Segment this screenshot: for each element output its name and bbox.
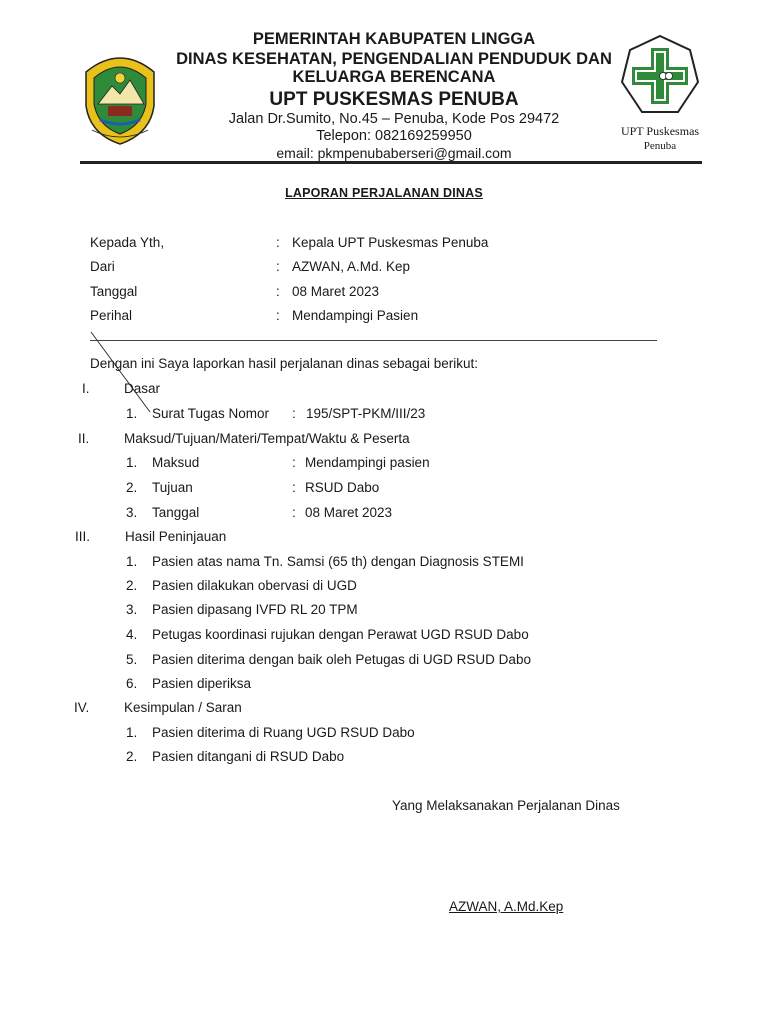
header-government: PEMERINTAH KABUPATEN LINGGA — [252, 30, 536, 48]
item-number: 3. — [126, 602, 138, 617]
header-address: Jalan Dr.Sumito, No.45 – Penuba, Kode Pos 29472 — [228, 111, 560, 127]
header-email: email: pkmpenubaberseri@gmail.com — [276, 145, 512, 161]
item-text: Pasien diterima di Ruang UGD RSUD Dabo — [152, 725, 415, 740]
header-phone: Telepon: 082169259950 — [316, 128, 472, 144]
item-label: Surat Tugas Nomor — [152, 406, 270, 421]
meta-sep: : — [276, 308, 280, 323]
item-value: 195/SPT-PKM/III/23 — [306, 406, 426, 421]
section-number: II. — [78, 431, 90, 446]
meta-sep: : — [276, 235, 280, 250]
section-title: Kesimpulan / Saran — [124, 700, 242, 715]
meta-value: Kepala UPT Puskesmas Penuba — [292, 235, 489, 250]
signature-name: AZWAN, A.Md.Kep — [449, 899, 564, 914]
item-label: Maksud — [152, 455, 200, 470]
item-text: Pasien atas nama Tn. Samsi (65 th) dengan Diagnosis STEMI — [152, 554, 524, 569]
section-number: III. — [75, 529, 91, 544]
item-number: 2. — [126, 578, 138, 593]
item-text: Pasien diperiksa — [152, 676, 252, 691]
item-text: Petugas koordinasi rujukan dengan Perawat UGD RSUD Dabo — [152, 627, 529, 642]
section-title: Hasil Peninjauan — [125, 529, 227, 544]
item-number: 1. — [126, 406, 138, 421]
item-sep: : — [292, 455, 296, 470]
item-sep: : — [292, 505, 296, 520]
item-value: Mendampingi pasien — [305, 455, 430, 470]
item-text: Pasien dipasang IVFD RL 20 TPM — [152, 602, 358, 617]
header-agency: DINAS KESEHATAN, PENGENDALIAN PENDUDUK DAN — [176, 50, 612, 68]
item-number: 1. — [126, 455, 138, 470]
item-number: 1. — [126, 725, 138, 740]
meta-label: Perihal — [90, 308, 133, 323]
item-number: 3. — [126, 505, 138, 520]
item-number: 5. — [126, 652, 138, 667]
logo-caption-1: UPT Puskesmas — [620, 124, 700, 138]
section-title: Maksud/Tujuan/Materi/Tempat/Waktu & Peserta — [124, 431, 410, 446]
item-label: Tujuan — [152, 480, 193, 495]
section-title: Dasar — [124, 381, 161, 396]
meta-label: Tanggal — [90, 284, 138, 299]
intro-text: Dengan ini Saya laporkan hasil perjalanan dinas sebagai berikut: — [90, 356, 479, 371]
meta-sep: : — [276, 284, 280, 299]
logo-caption-2: Penuba — [643, 140, 677, 152]
item-text: Pasien dilakukan obervasi di UGD — [152, 578, 357, 593]
item-sep: : — [292, 480, 296, 495]
item-number: 2. — [126, 749, 138, 764]
item-text: Pasien ditangani di RSUD Dabo — [152, 749, 345, 764]
header-agency-cont: KELUARGA BERENCANA — [292, 68, 496, 86]
item-number: 4. — [126, 627, 138, 642]
section-number: IV. — [74, 700, 90, 715]
item-label: Tanggal — [152, 505, 200, 520]
meta-value: Mendampingi Pasien — [292, 308, 419, 323]
section-number: I. — [82, 381, 90, 396]
item-number: 1. — [126, 554, 138, 569]
signature-role: Yang Melaksanakan Perjalanan Dinas — [392, 798, 620, 813]
meta-label: Dari — [90, 259, 115, 274]
header-upt: UPT PUSKESMAS PENUBA — [269, 89, 519, 110]
document-title: LAPORAN PERJALANAN DINAS — [285, 186, 483, 200]
item-number: 2. — [126, 480, 138, 495]
item-value: 08 Maret 2023 — [305, 505, 393, 520]
meta-label: Kepada Yth, — [90, 235, 165, 250]
item-text: Pasien diterima dengan baik oleh Petugas di UGD RSUD Dabo — [152, 652, 531, 667]
meta-value: 08 Maret 2023 — [292, 284, 380, 299]
item-number: 6. — [126, 676, 138, 691]
meta-value: AZWAN, A.Md. Kep — [292, 259, 411, 274]
item-sep: : — [292, 406, 296, 421]
item-value: RSUD Dabo — [305, 480, 380, 495]
meta-sep: : — [276, 259, 280, 274]
